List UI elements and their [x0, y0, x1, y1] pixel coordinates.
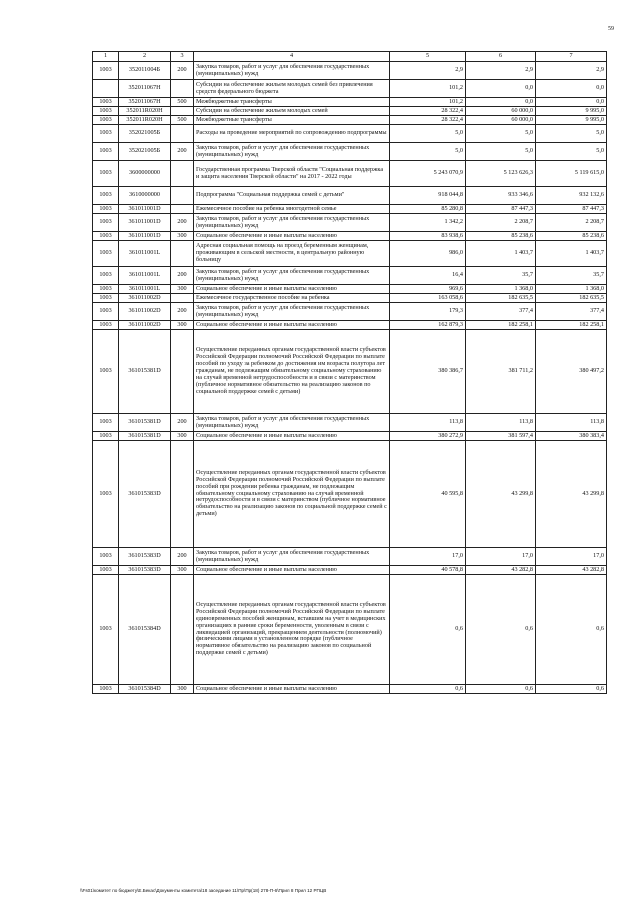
expense-type-cell: [171, 330, 194, 414]
expense-type-cell: 300: [171, 685, 194, 694]
section-code-cell: 1003: [93, 62, 119, 80]
section-code-cell: 1003: [93, 548, 119, 566]
target-article-cell: 352021005Б: [119, 143, 171, 161]
description-cell: Ежемесячное пособие на ребенка многодетной семье: [194, 205, 390, 214]
target-article-cell: 352011R020Н: [119, 116, 171, 125]
description-cell: Осуществление переданных органам государственной власти субъектов Российской Федерации полномочий Российской Федерации по выплате пособий по уходу за ребенком до достижения им возраста полутора лет гражданам, не подлежащим обязательному социальному страхованию на случай временной нетрудоспособности и в связи с материнством (публичное нормативное обязательство на реализацию законов по социальной поддержке семей с детьми): [194, 330, 390, 414]
target-article-cell: 352011067Н: [119, 80, 171, 98]
amount-year1-cell: 380 272,9: [390, 432, 466, 441]
section-code-cell: 1003: [93, 575, 119, 685]
table-row: [93, 432, 607, 441]
target-article-cell: 361015383D: [119, 566, 171, 575]
target-article-cell: 352011067Н: [119, 98, 171, 107]
table-row: [93, 566, 607, 575]
expense-type-cell: 300: [171, 432, 194, 441]
target-article-cell: 361015381D: [119, 432, 171, 441]
amount-year3-cell: 43 282,8: [536, 566, 607, 575]
amount-year1-cell: 28 322,4: [390, 116, 466, 125]
table-row: [93, 330, 607, 414]
description-cell: Закупка товаров, работ и услуг для обеспечения государственных (муниципальных) нужд: [194, 214, 390, 232]
amount-year1-cell: 101,2: [390, 80, 466, 98]
budget-table: [92, 51, 607, 694]
description-cell: Субсидии на обеспечение жильем молодых семей: [194, 107, 390, 116]
amount-year2-cell: 0,0: [466, 98, 536, 107]
description-cell: Социальное обеспечение и иные выплаты населению: [194, 285, 390, 294]
amount-year1-cell: 17,0: [390, 548, 466, 566]
amount-year3-cell: 0,0: [536, 80, 607, 98]
description-cell: Субсидии на обеспечение жильем молодых семей без привлечения средств федерального бюджета: [194, 80, 390, 98]
section-code-cell: 1003: [93, 241, 119, 267]
table-row: [93, 294, 607, 303]
amount-year2-cell: 5,0: [466, 125, 536, 143]
amount-year2-cell: 85 238,6: [466, 232, 536, 241]
amount-year3-cell: 380 383,4: [536, 432, 607, 441]
description-cell: Ежемесячное государственное пособие на ребенка: [194, 294, 390, 303]
section-code-cell: 1003: [93, 98, 119, 107]
expense-type-cell: [171, 125, 194, 143]
amount-year2-cell: 43 299,8: [466, 441, 536, 548]
amount-year1-cell: 5,0: [390, 125, 466, 143]
column-header: 5: [390, 52, 466, 62]
section-code-cell: 1003: [93, 321, 119, 330]
amount-year2-cell: 182 635,5: [466, 294, 536, 303]
section-code-cell: 1003: [93, 566, 119, 575]
amount-year1-cell: 380 386,7: [390, 330, 466, 414]
target-article-cell: 361011001L: [119, 285, 171, 294]
target-article-cell: 352011R020Н: [119, 107, 171, 116]
expense-type-cell: [171, 205, 194, 214]
amount-year3-cell: 0,6: [536, 685, 607, 694]
amount-year2-cell: 87 447,3: [466, 205, 536, 214]
section-code-cell: 1003: [93, 294, 119, 303]
amount-year3-cell: 0,6: [536, 575, 607, 685]
description-cell: Закупка товаров, работ и услуг для обеспечения государственных (муниципальных) нужд: [194, 548, 390, 566]
table-row: [93, 214, 607, 232]
description-cell: Социальное обеспечение и иные выплаты населению: [194, 232, 390, 241]
amount-year3-cell: 2,9: [536, 62, 607, 80]
amount-year3-cell: 932 132,6: [536, 187, 607, 205]
expense-type-cell: 200: [171, 267, 194, 285]
target-article-cell: 361015383D: [119, 548, 171, 566]
amount-year2-cell: 2,9: [466, 62, 536, 80]
amount-year1-cell: 85 280,8: [390, 205, 466, 214]
amount-year1-cell: 5,0: [390, 143, 466, 161]
amount-year1-cell: 40 578,8: [390, 566, 466, 575]
description-cell: Социальное обеспечение и иные выплаты населению: [194, 566, 390, 575]
expense-type-cell: [171, 441, 194, 548]
expense-type-cell: 300: [171, 321, 194, 330]
amount-year2-cell: 0,6: [466, 575, 536, 685]
amount-year3-cell: 9 995,0: [536, 116, 607, 125]
amount-year1-cell: 969,6: [390, 285, 466, 294]
amount-year1-cell: 40 595,8: [390, 441, 466, 548]
amount-year2-cell: 381 597,4: [466, 432, 536, 441]
amount-year1-cell: 162 879,3: [390, 321, 466, 330]
amount-year1-cell: 1 342,2: [390, 214, 466, 232]
amount-year3-cell: 2 208,7: [536, 214, 607, 232]
expense-type-cell: 200: [171, 414, 194, 432]
expense-type-cell: 500: [171, 116, 194, 125]
table-row: [93, 267, 607, 285]
table-row: [93, 205, 607, 214]
section-code-cell: 1003: [93, 232, 119, 241]
expense-type-cell: 300: [171, 285, 194, 294]
expense-type-cell: 300: [171, 566, 194, 575]
amount-year2-cell: 933 346,6: [466, 187, 536, 205]
section-code-cell: 1003: [93, 303, 119, 321]
table-row: [93, 241, 607, 267]
amount-year2-cell: 0,0: [466, 80, 536, 98]
section-code-cell: 1003: [93, 214, 119, 232]
section-code-cell: 1003: [93, 161, 119, 187]
target-article-cell: 361011001D: [119, 232, 171, 241]
expense-type-cell: [171, 575, 194, 685]
table-row: [93, 575, 607, 685]
file-path-footer: \\Fs01\комитет по бюджету\Е.Бекас\Документы комитета\18 заседание 11\Пр\Пр(18) 278-П-6\Прил 8 Прил 12 РПЦВ: [80, 888, 327, 893]
amount-year2-cell: 377,4: [466, 303, 536, 321]
target-article-cell: 361011001D: [119, 205, 171, 214]
amount-year3-cell: 35,7: [536, 267, 607, 285]
amount-year3-cell: 0,0: [536, 98, 607, 107]
amount-year2-cell: 5 123 626,3: [466, 161, 536, 187]
table-row: [93, 143, 607, 161]
expense-type-cell: [171, 187, 194, 205]
expense-type-cell: 200: [171, 62, 194, 80]
target-article-cell: 361011002D: [119, 303, 171, 321]
amount-year2-cell: 60 000,0: [466, 116, 536, 125]
amount-year2-cell: 113,8: [466, 414, 536, 432]
target-article-cell: 361011001L: [119, 267, 171, 285]
amount-year2-cell: 1 403,7: [466, 241, 536, 267]
section-code-cell: 1003: [93, 107, 119, 116]
amount-year1-cell: 0,6: [390, 575, 466, 685]
amount-year2-cell: 381 711,2: [466, 330, 536, 414]
table-body: [93, 62, 607, 694]
amount-year3-cell: 380 497,2: [536, 330, 607, 414]
description-cell: Адресная социальная помощь на проезд беременным женщинам, проживающим в сельской местности, в центральную районную больницу: [194, 241, 390, 267]
column-header: 6: [466, 52, 536, 62]
amount-year3-cell: 5,0: [536, 143, 607, 161]
section-code-cell: 1003: [93, 205, 119, 214]
target-article-cell: 361011001D: [119, 214, 171, 232]
column-header: 2: [119, 52, 171, 62]
amount-year2-cell: 17,0: [466, 548, 536, 566]
expense-type-cell: [171, 241, 194, 267]
target-article-cell: 361011002D: [119, 294, 171, 303]
table-row: [93, 441, 607, 548]
section-code-cell: 1003: [93, 685, 119, 694]
description-cell: Закупка товаров, работ и услуг для обеспечения государственных (муниципальных) нужд: [194, 143, 390, 161]
section-code-cell: 1003: [93, 414, 119, 432]
table-row: [93, 321, 607, 330]
table-row: [93, 548, 607, 566]
target-article-cell: 361015381D: [119, 414, 171, 432]
amount-year1-cell: 101,2: [390, 98, 466, 107]
expense-type-cell: [171, 107, 194, 116]
section-code-cell: [93, 80, 119, 98]
section-code-cell: 1003: [93, 441, 119, 548]
expense-type-cell: 300: [171, 232, 194, 241]
amount-year2-cell: 2 208,7: [466, 214, 536, 232]
expense-type-cell: 500: [171, 98, 194, 107]
table-row: [93, 107, 607, 116]
target-article-cell: 3600000000: [119, 161, 171, 187]
amount-year2-cell: 60 000,0: [466, 107, 536, 116]
amount-year1-cell: 0,6: [390, 685, 466, 694]
expense-type-cell: [171, 161, 194, 187]
amount-year1-cell: 83 938,6: [390, 232, 466, 241]
amount-year3-cell: 113,8: [536, 414, 607, 432]
table-row: [93, 285, 607, 294]
description-cell: Осуществление переданных органам государственной власти субъектов Российской Федерации полномочий Российской Федерации по выплате пособий при рождении ребенка гражданам, не подлежащим обязательному социальному страхованию на случай временной нетрудоспособности и в связи с материнством (публичное нормативное обязательство на реализацию законов по социальной поддержке семей с детьми): [194, 441, 390, 548]
amount-year1-cell: 986,0: [390, 241, 466, 267]
target-article-cell: 361015383D: [119, 441, 171, 548]
amount-year1-cell: 113,8: [390, 414, 466, 432]
description-cell: Закупка товаров, работ и услуг для обеспечения государственных (муниципальных) нужд: [194, 303, 390, 321]
amount-year3-cell: 43 299,8: [536, 441, 607, 548]
section-code-cell: 1003: [93, 187, 119, 205]
table-row: [93, 414, 607, 432]
column-header: 3: [171, 52, 194, 62]
amount-year2-cell: 182 258,1: [466, 321, 536, 330]
table-row: [93, 161, 607, 187]
amount-year2-cell: 43 282,8: [466, 566, 536, 575]
amount-year2-cell: 1 368,0: [466, 285, 536, 294]
amount-year2-cell: 0,6: [466, 685, 536, 694]
amount-year1-cell: 179,3: [390, 303, 466, 321]
amount-year2-cell: 5,0: [466, 143, 536, 161]
amount-year3-cell: 1 368,0: [536, 285, 607, 294]
target-article-cell: 361015381D: [119, 330, 171, 414]
amount-year3-cell: 85 238,6: [536, 232, 607, 241]
description-cell: Межбюджетные трансферты: [194, 116, 390, 125]
expense-type-cell: 200: [171, 214, 194, 232]
amount-year1-cell: 918 044,8: [390, 187, 466, 205]
amount-year1-cell: 163 058,6: [390, 294, 466, 303]
description-cell: Социальное обеспечение и иные выплаты населению: [194, 321, 390, 330]
table-row: [93, 62, 607, 80]
target-article-cell: 352021005Б: [119, 125, 171, 143]
section-code-cell: 1003: [93, 330, 119, 414]
description-cell: Закупка товаров, работ и услуг для обеспечения государственных (муниципальных) нужд: [194, 267, 390, 285]
description-cell: Расходы на проведение мероприятий по сопровождению подпрограммы: [194, 125, 390, 143]
section-code-cell: 1003: [93, 267, 119, 285]
amount-year1-cell: 28 322,4: [390, 107, 466, 116]
amount-year3-cell: 5 119 615,0: [536, 161, 607, 187]
section-code-cell: 1003: [93, 143, 119, 161]
description-cell: Социальное обеспечение и иные выплаты населению: [194, 685, 390, 694]
amount-year2-cell: 35,7: [466, 267, 536, 285]
target-article-cell: 361011001L: [119, 241, 171, 267]
table-row: [93, 80, 607, 98]
description-cell: Осуществление переданных органам государственной власти субъектов Российской Федерации полномочий Российской Федерации по выплате единовременных пособий женщинам, вставшим на учет в медицинских организациях в ранние сроки беременности, уволенным в связи с ликвидацией организаций, прекращением деятельности (полномочий) физическими лицами в установленном порядке (публичное нормативное обязательство на реализацию законов по социальной поддержке семей с детьми): [194, 575, 390, 685]
amount-year3-cell: 17,0: [536, 548, 607, 566]
table-row: [93, 685, 607, 694]
table-row: [93, 98, 607, 107]
description-cell: Социальное обеспечение и иные выплаты населению: [194, 432, 390, 441]
expense-type-cell: [171, 80, 194, 98]
target-article-cell: 352011004Б: [119, 62, 171, 80]
amount-year3-cell: 1 403,7: [536, 241, 607, 267]
description-cell: Государственная программа Тверской области "Социальная поддержка и защита населения Тверской области" на 2017 - 2022 годы: [194, 161, 390, 187]
description-cell: Закупка товаров, работ и услуг для обеспечения государственных (муниципальных) нужд: [194, 62, 390, 80]
amount-year1-cell: 2,9: [390, 62, 466, 80]
amount-year3-cell: 377,4: [536, 303, 607, 321]
column-header: 7: [536, 52, 607, 62]
description-cell: Закупка товаров, работ и услуг для обеспечения государственных (муниципальных) нужд: [194, 414, 390, 432]
amount-year3-cell: 182 635,5: [536, 294, 607, 303]
table-row: [93, 187, 607, 205]
table-row: [93, 232, 607, 241]
target-article-cell: 361015384D: [119, 575, 171, 685]
amount-year3-cell: 5,0: [536, 125, 607, 143]
column-header: 4: [194, 52, 390, 62]
table-row: [93, 303, 607, 321]
table-row: [93, 125, 607, 143]
expense-type-cell: 200: [171, 143, 194, 161]
section-code-cell: 1003: [93, 432, 119, 441]
expense-type-cell: [171, 294, 194, 303]
target-article-cell: 361011002D: [119, 321, 171, 330]
section-code-cell: 1003: [93, 285, 119, 294]
page-number: 59: [608, 26, 614, 32]
amount-year1-cell: 16,4: [390, 267, 466, 285]
description-cell: Подпрограмма "Социальная поддержка семей с детьми": [194, 187, 390, 205]
amount-year3-cell: 9 995,0: [536, 107, 607, 116]
expense-type-cell: 200: [171, 303, 194, 321]
section-code-cell: 1003: [93, 116, 119, 125]
table-header-row: [93, 52, 607, 62]
column-header: 1: [93, 52, 119, 62]
description-cell: Межбюджетные трансферты: [194, 98, 390, 107]
amount-year1-cell: 5 243 070,9: [390, 161, 466, 187]
target-article-cell: 3610000000: [119, 187, 171, 205]
amount-year3-cell: 182 258,1: [536, 321, 607, 330]
target-article-cell: 361015384D: [119, 685, 171, 694]
table-row: [93, 116, 607, 125]
amount-year3-cell: 87 447,3: [536, 205, 607, 214]
section-code-cell: 1003: [93, 125, 119, 143]
expense-type-cell: 200: [171, 548, 194, 566]
